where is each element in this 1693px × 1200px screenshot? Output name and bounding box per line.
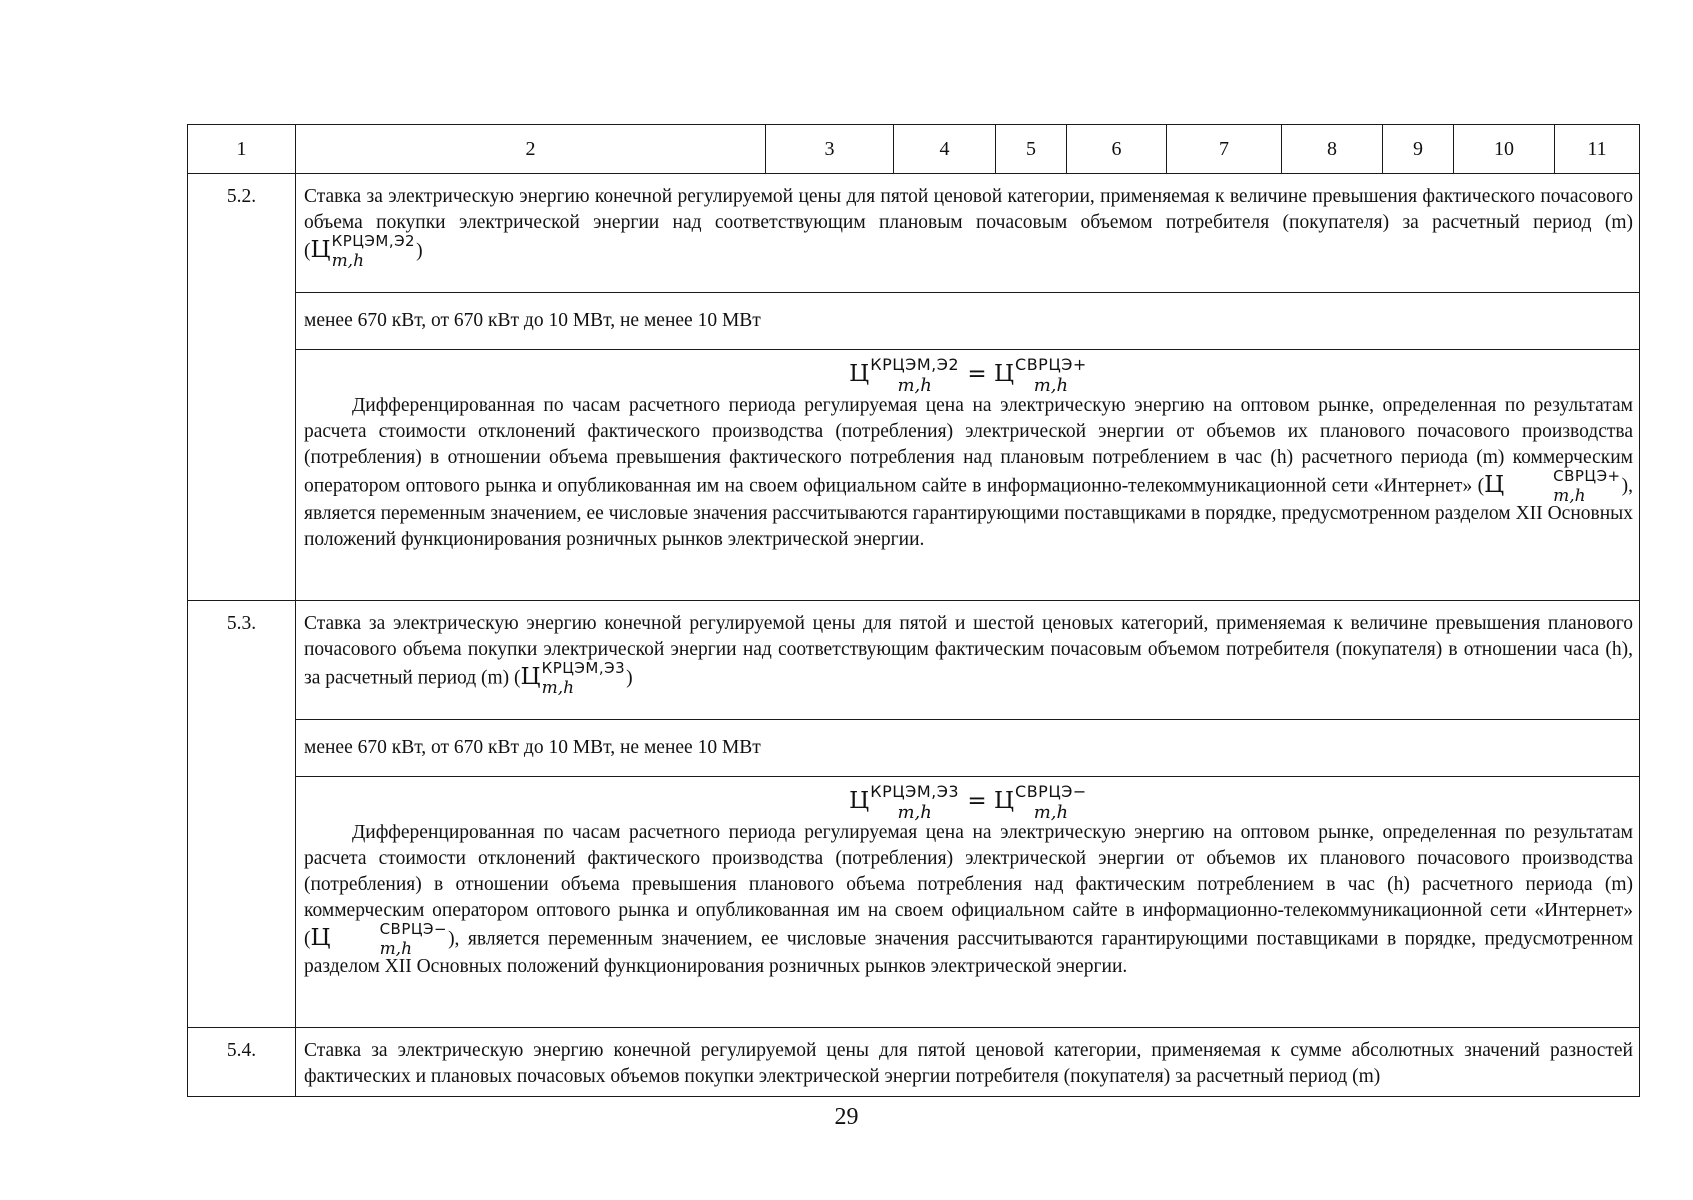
formula-description: Дифференцированная по часам расчетного периода регулируемая цена на электрическую энергию на оптовом рынке, определенная по результатам расчета стоимости отклонений фактического производства (потребления) электрической энергии от объемов их планового почасового производства (потребления) в отношении объема превышения планового объема потребления над фактическим потреблением в час (h) расчетного периода (m) коммерческим оператором оптового рынка и опубликованная им на своем официальном сайте в информационно-телекоммуникационной сети «Интернет» (Ц СВРЦЭ− m,h ), является переменным значением, ее числовые значения рассчитываются гарантирующими поставщиками в порядке, предусмотренном разделом XII Основных положений функционирования розничных рынков электрической энергии. [304, 822, 1633, 977]
row-number: 5.2. [188, 174, 296, 601]
row-5-3-title [188, 601, 1640, 720]
row-5-4-title [188, 1028, 1640, 1097]
capacity-text: менее 670 кВт, от 670 кВт до 10 МВт, не менее 10 МВт [296, 293, 1640, 350]
title-symbol: Ц КРЦЭМ,Э2 m,h [310, 232, 416, 271]
col-header-5: 5 [996, 125, 1067, 174]
row-number: 5.3. [188, 601, 296, 1028]
col-header-2: 2 [296, 125, 766, 174]
row-5-2-formula [188, 350, 1640, 601]
formula-description: Дифференцированная по часам расчетного периода регулируемая цена на электрическую энергию на оптовом рынке, определенная по результатам расчета стоимости отклонений фактического производства (потребления) электрической энергии от объемов их планового почасового производства (потребления) в отношении объема превышения фактического потребления над плановым потреблением в час (h) расчетного периода (m) коммерческим оператором оптового рынка и опубликованная им на своем официальном сайте в информационно-телекоммуникационной сети «Интернет» (Ц СВРЦЭ+ m,h ), является переменным значением, ее числовые значения рассчитываются гарантирующими поставщиками в порядке, предусмотренном разделом XII Основных положений функционирования розничных рынков электрической энергии. [304, 395, 1633, 550]
title-text: Ставка за электрическую энергию конечной регулируемой цены для пятой ценовой категории, применяемая к величине превышения фактического почасового объема покупки электрической энергии над соответствующим плановым почасовым объемом потребителя (покупателя) за расчетный период (m) ( [304, 186, 1633, 262]
col-header-9: 9 [1383, 125, 1454, 174]
col-header-8: 8 [1282, 125, 1383, 174]
row-5-2-title [188, 174, 1640, 293]
row-title: Ставка за электрическую энергию конечной регулируемой цены для пятой ценовой категории, применяемая к величине превышения фактического почасового объема покупки электрической энергии над соответствующим плановым почасовым объемом потребителя (покупателя) за расчетный период (m) (Ц КРЦЭМ,Э2 m,h ) [296, 174, 1640, 293]
tariff-table [187, 124, 1640, 1097]
header-row [188, 125, 1640, 174]
row-5-3-formula [188, 777, 1640, 1028]
col-header-11: 11 [1555, 125, 1640, 174]
inline-symbol: Ц СВРЦЭ− m,h [310, 920, 448, 959]
col-header-6: 6 [1067, 125, 1167, 174]
title-symbol: Ц КРЦЭМ,Э3 m,h [520, 659, 626, 698]
col-header-10: 10 [1454, 125, 1555, 174]
col-header-4: 4 [894, 125, 996, 174]
page-number: 29 [834, 1104, 859, 1130]
capacity-text: менее 670 кВт, от 670 кВт до 10 МВт, не менее 10 МВт [296, 720, 1640, 777]
formula: Ц КРЦЭМ,Э3 m,h = Ц СВРЦЭ− m,h [849, 782, 1087, 823]
title-text: Ставка за электрическую энергию конечной регулируемой цены для пятой и шестой ценовых категорий, применяемая к величине превышения планового почасового объема покупки электрической энергии над соответствующим фактическим почасовым объемом потребителя (покупателя) в отношении часа (h), за расчетный период (m) ( [304, 613, 1633, 689]
inline-symbol: Ц СВРЦЭ+ m,h [1484, 467, 1621, 506]
row-title: Ставка за электрическую энергию конечной регулируемой цены для пятой и шестой ценовых категорий, применяемая к величине превышения планового почасового объема покупки электрической энергии над соответствующим фактическим почасовым объемом потребителя (покупателя) в отношении часа (h), за расчетный период (m) (Ц КРЦЭМ,Э3 m,h ) [296, 601, 1640, 720]
col-header-3: 3 [766, 125, 894, 174]
col-header-1: 1 [188, 125, 296, 174]
row-5-3-capacity [188, 720, 1640, 777]
col-header-7: 7 [1167, 125, 1282, 174]
row-number: 5.4. [188, 1028, 296, 1097]
row-5-2-capacity [188, 293, 1640, 350]
formula: Ц КРЦЭМ,Э2 m,h = Ц СВРЦЭ+ m,h [849, 355, 1087, 396]
row-title: Ставка за электрическую энергию конечной регулируемой цены для пятой ценовой категории, применяемая к сумме абсолютных значений разностей фактических и плановых почасовых объемов покупки электрической энергии потребителя (покупателя) за расчетный период (m) [296, 1028, 1640, 1097]
formula-cell [296, 350, 1640, 601]
formula-cell [296, 777, 1640, 1028]
